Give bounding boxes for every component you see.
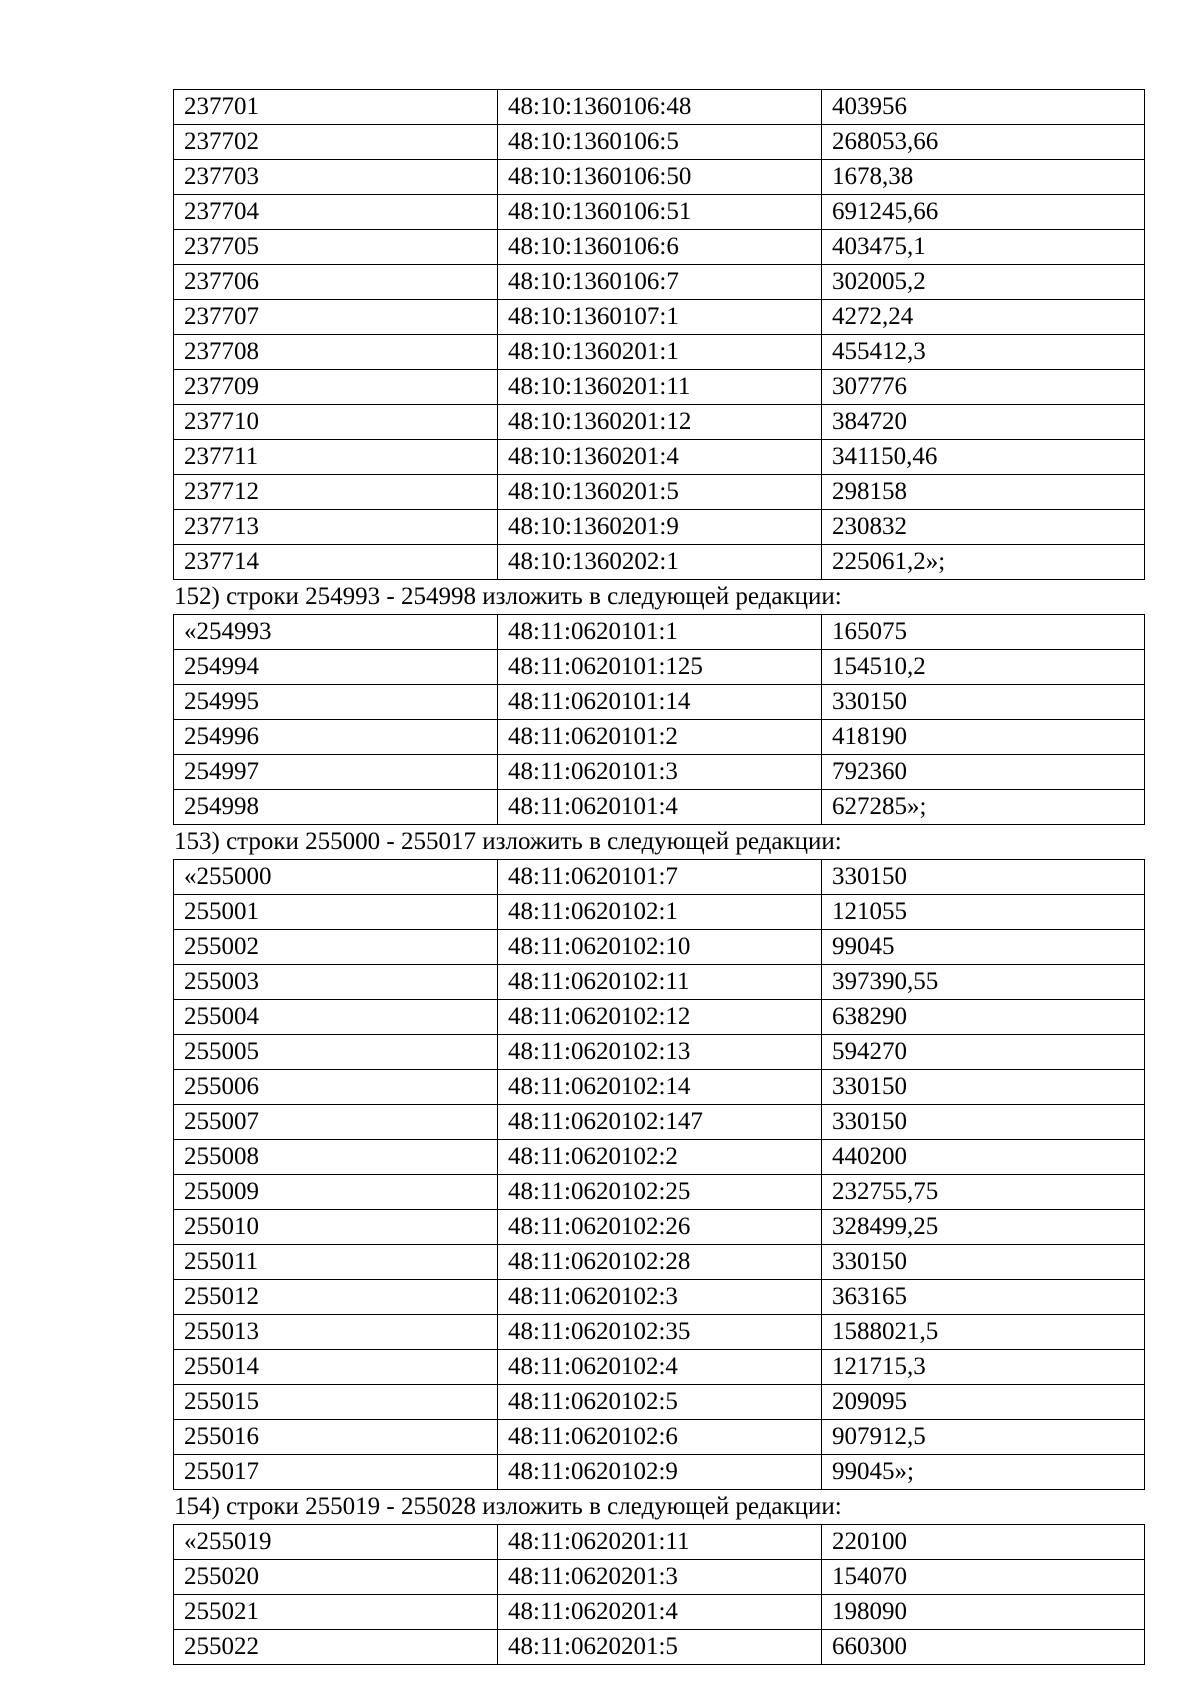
cadastral-value-cell: 403475,1	[822, 230, 1145, 265]
cadastral-number-cell: 48:10:1360201:12	[498, 405, 822, 440]
table-row	[174, 510, 1145, 545]
table-row	[174, 755, 1145, 790]
row-number-cell: «255000	[174, 860, 498, 895]
table-row	[174, 1595, 1145, 1630]
cadastral-number-cell: 48:10:1360201:1	[498, 335, 822, 370]
cadastral-value-cell: 384720	[822, 405, 1145, 440]
cadastral-value-cell: 298158	[822, 475, 1145, 510]
cadastral-value-cell: 220100	[822, 1525, 1145, 1560]
row-number-cell: 255008	[174, 1140, 498, 1175]
cadastral-value-cell: 330150	[822, 860, 1145, 895]
row-number-cell: «254993	[174, 615, 498, 650]
row-number-cell: 255007	[174, 1105, 498, 1140]
table-row	[174, 335, 1145, 370]
row-number-cell: 255013	[174, 1315, 498, 1350]
cadastral-number-cell: 48:10:1360106:48	[498, 90, 822, 125]
table-row	[174, 1280, 1145, 1315]
cadastral-number-cell: 48:11:0620102:26	[498, 1210, 822, 1245]
table-row	[174, 1560, 1145, 1595]
table-row	[174, 720, 1145, 755]
table-row	[174, 1455, 1145, 1490]
row-number-cell: 255002	[174, 930, 498, 965]
table-row	[174, 1210, 1145, 1245]
table-row	[174, 475, 1145, 510]
table-row	[174, 1175, 1145, 1210]
cadastral-value-cell: 154070	[822, 1560, 1145, 1595]
cadastral-number-cell: 48:11:0620102:5	[498, 1385, 822, 1420]
cadastral-value-cell: 154510,2	[822, 650, 1145, 685]
cadastral-value-table	[173, 614, 1145, 825]
cadastral-number-cell: 48:11:0620101:3	[498, 755, 822, 790]
row-number-cell: 255016	[174, 1420, 498, 1455]
cadastral-value-cell: 121715,3	[822, 1350, 1145, 1385]
cadastral-number-cell: 48:11:0620102:14	[498, 1070, 822, 1105]
row-number-cell: 255005	[174, 1035, 498, 1070]
row-number-cell: 237713	[174, 510, 498, 545]
cadastral-number-cell: 48:11:0620102:13	[498, 1035, 822, 1070]
row-number-cell: 237707	[174, 300, 498, 335]
cadastral-number-cell: 48:11:0620101:1	[498, 615, 822, 650]
cadastral-number-cell: 48:10:1360107:1	[498, 300, 822, 335]
cadastral-number-cell: 48:11:0620101:14	[498, 685, 822, 720]
cadastral-value-cell: 627285»;	[822, 790, 1145, 825]
cadastral-number-cell: 48:11:0620102:10	[498, 930, 822, 965]
cadastral-value-cell: 225061,2»;	[822, 545, 1145, 580]
row-number-cell: 237705	[174, 230, 498, 265]
table-row	[174, 440, 1145, 475]
cadastral-number-cell: 48:11:0620102:11	[498, 965, 822, 1000]
cadastral-value-cell: 209095	[822, 1385, 1145, 1420]
row-number-cell: 255017	[174, 1455, 498, 1490]
row-number-cell: 254995	[174, 685, 498, 720]
cadastral-value-cell: 328499,25	[822, 1210, 1145, 1245]
table-row	[174, 1525, 1145, 1560]
cadastral-number-cell: 48:11:0620201:5	[498, 1630, 822, 1665]
amendment-heading: 154) строки 255019 - 255028 изложить в следующей редакции:	[174, 1493, 842, 1520]
cadastral-number-cell: 48:10:1360106:50	[498, 160, 822, 195]
row-number-cell: 237709	[174, 370, 498, 405]
table-row	[174, 790, 1145, 825]
row-number-cell: 255021	[174, 1595, 498, 1630]
cadastral-number-cell: 48:10:1360106:51	[498, 195, 822, 230]
cadastral-number-cell: 48:11:0620101:4	[498, 790, 822, 825]
cadastral-value-table	[173, 89, 1145, 580]
table-row	[174, 1000, 1145, 1035]
row-number-cell: 254998	[174, 790, 498, 825]
cadastral-value-cell: 792360	[822, 755, 1145, 790]
cadastral-value-cell: 4272,24	[822, 300, 1145, 335]
cadastral-value-cell: 1588021,5	[822, 1315, 1145, 1350]
table-row	[174, 160, 1145, 195]
table-row	[174, 1630, 1145, 1665]
cadastral-number-cell: 48:11:0620101:2	[498, 720, 822, 755]
row-number-cell: 237708	[174, 335, 498, 370]
cadastral-number-cell: 48:11:0620102:25	[498, 1175, 822, 1210]
cadastral-value-cell: 594270	[822, 1035, 1145, 1070]
table-row	[174, 650, 1145, 685]
cadastral-value-cell: 638290	[822, 1000, 1145, 1035]
cadastral-value-cell: 363165	[822, 1280, 1145, 1315]
row-number-cell: 254997	[174, 755, 498, 790]
cadastral-value-cell: 99045»;	[822, 1455, 1145, 1490]
row-number-cell: 255012	[174, 1280, 498, 1315]
row-number-cell: 255001	[174, 895, 498, 930]
cadastral-value-cell: 403956	[822, 90, 1145, 125]
cadastral-value-cell: 397390,55	[822, 965, 1145, 1000]
table-row	[174, 230, 1145, 265]
row-number-cell: 255009	[174, 1175, 498, 1210]
cadastral-number-cell: 48:11:0620101:125	[498, 650, 822, 685]
cadastral-value-cell: 660300	[822, 1630, 1145, 1665]
table-row	[174, 265, 1145, 300]
document-page	[173, 89, 1144, 1665]
cadastral-value-cell: 907912,5	[822, 1420, 1145, 1455]
table-row	[174, 1035, 1145, 1070]
cadastral-number-cell: 48:10:1360106:6	[498, 230, 822, 265]
cadastral-value-table	[173, 1524, 1145, 1665]
table-row	[174, 90, 1145, 125]
cadastral-value-cell: 1678,38	[822, 160, 1145, 195]
cadastral-number-cell: 48:11:0620102:28	[498, 1245, 822, 1280]
cadastral-value-cell: 330150	[822, 1070, 1145, 1105]
row-number-cell: 237703	[174, 160, 498, 195]
table-row	[174, 1315, 1145, 1350]
cadastral-number-cell: 48:11:0620102:2	[498, 1140, 822, 1175]
cadastral-number-cell: 48:11:0620101:7	[498, 860, 822, 895]
cadastral-value-cell: 230832	[822, 510, 1145, 545]
cadastral-value-cell: 232755,75	[822, 1175, 1145, 1210]
row-number-cell: 237710	[174, 405, 498, 440]
row-number-cell: 255006	[174, 1070, 498, 1105]
cadastral-value-cell: 440200	[822, 1140, 1145, 1175]
cadastral-value-cell: 330150	[822, 685, 1145, 720]
row-number-cell: 255014	[174, 1350, 498, 1385]
cadastral-value-cell: 198090	[822, 1595, 1145, 1630]
cadastral-value-cell: 330150	[822, 1105, 1145, 1140]
row-number-cell: 255004	[174, 1000, 498, 1035]
table-row	[174, 300, 1145, 335]
cadastral-value-table	[173, 859, 1145, 1490]
table-row	[174, 370, 1145, 405]
cadastral-number-cell: 48:11:0620102:1	[498, 895, 822, 930]
cadastral-value-cell: 330150	[822, 1245, 1145, 1280]
table-row	[174, 1245, 1145, 1280]
row-number-cell: 237704	[174, 195, 498, 230]
cadastral-value-cell: 99045	[822, 930, 1145, 965]
cadastral-value-cell: 165075	[822, 615, 1145, 650]
table-row	[174, 195, 1145, 230]
table-row	[174, 685, 1145, 720]
cadastral-value-cell: 691245,66	[822, 195, 1145, 230]
table-row	[174, 1105, 1145, 1140]
table-row	[174, 1140, 1145, 1175]
cadastral-value-cell: 418190	[822, 720, 1145, 755]
cadastral-number-cell: 48:10:1360201:4	[498, 440, 822, 475]
cadastral-number-cell: 48:11:0620201:4	[498, 1595, 822, 1630]
amendment-heading: 153) строки 255000 - 255017 изложить в следующей редакции:	[174, 828, 842, 855]
row-number-cell: 254994	[174, 650, 498, 685]
cadastral-number-cell: 48:10:1360106:5	[498, 125, 822, 160]
row-number-cell: 237701	[174, 90, 498, 125]
row-number-cell: 255022	[174, 1630, 498, 1665]
table-row	[174, 615, 1145, 650]
row-number-cell: 255011	[174, 1245, 498, 1280]
table-row	[174, 895, 1145, 930]
table-row	[174, 965, 1145, 1000]
row-number-cell: 254996	[174, 720, 498, 755]
row-number-cell: 255003	[174, 965, 498, 1000]
table-row	[174, 125, 1145, 160]
row-number-cell: 255015	[174, 1385, 498, 1420]
cadastral-number-cell: 48:10:1360201:5	[498, 475, 822, 510]
cadastral-number-cell: 48:10:1360201:9	[498, 510, 822, 545]
cadastral-value-cell: 302005,2	[822, 265, 1145, 300]
row-number-cell: 237712	[174, 475, 498, 510]
cadastral-value-cell: 268053,66	[822, 125, 1145, 160]
table-row	[174, 1070, 1145, 1105]
row-number-cell: 255020	[174, 1560, 498, 1595]
table-row	[174, 1385, 1145, 1420]
table-row	[174, 545, 1145, 580]
cadastral-number-cell: 48:10:1360202:1	[498, 545, 822, 580]
table-row	[174, 930, 1145, 965]
table-row	[174, 405, 1145, 440]
cadastral-number-cell: 48:11:0620102:12	[498, 1000, 822, 1035]
cadastral-value-cell: 341150,46	[822, 440, 1145, 475]
cadastral-number-cell: 48:11:0620102:6	[498, 1420, 822, 1455]
cadastral-number-cell: 48:10:1360201:11	[498, 370, 822, 405]
cadastral-number-cell: 48:11:0620102:147	[498, 1105, 822, 1140]
row-number-cell: 237706	[174, 265, 498, 300]
cadastral-number-cell: 48:11:0620102:9	[498, 1455, 822, 1490]
row-number-cell: 237714	[174, 545, 498, 580]
cadastral-number-cell: 48:11:0620102:3	[498, 1280, 822, 1315]
cadastral-number-cell: 48:11:0620102:4	[498, 1350, 822, 1385]
amendment-heading: 152) строки 254993 - 254998 изложить в следующей редакции:	[174, 583, 842, 610]
table-row	[174, 860, 1145, 895]
cadastral-number-cell: 48:11:0620102:35	[498, 1315, 822, 1350]
cadastral-number-cell: 48:10:1360106:7	[498, 265, 822, 300]
row-number-cell: 237702	[174, 125, 498, 160]
cadastral-value-cell: 455412,3	[822, 335, 1145, 370]
row-number-cell: «255019	[174, 1525, 498, 1560]
table-row	[174, 1420, 1145, 1455]
table-row	[174, 1350, 1145, 1385]
row-number-cell: 255010	[174, 1210, 498, 1245]
row-number-cell: 237711	[174, 440, 498, 475]
cadastral-number-cell: 48:11:0620201:11	[498, 1525, 822, 1560]
cadastral-number-cell: 48:11:0620201:3	[498, 1560, 822, 1595]
cadastral-value-cell: 121055	[822, 895, 1145, 930]
cadastral-value-cell: 307776	[822, 370, 1145, 405]
